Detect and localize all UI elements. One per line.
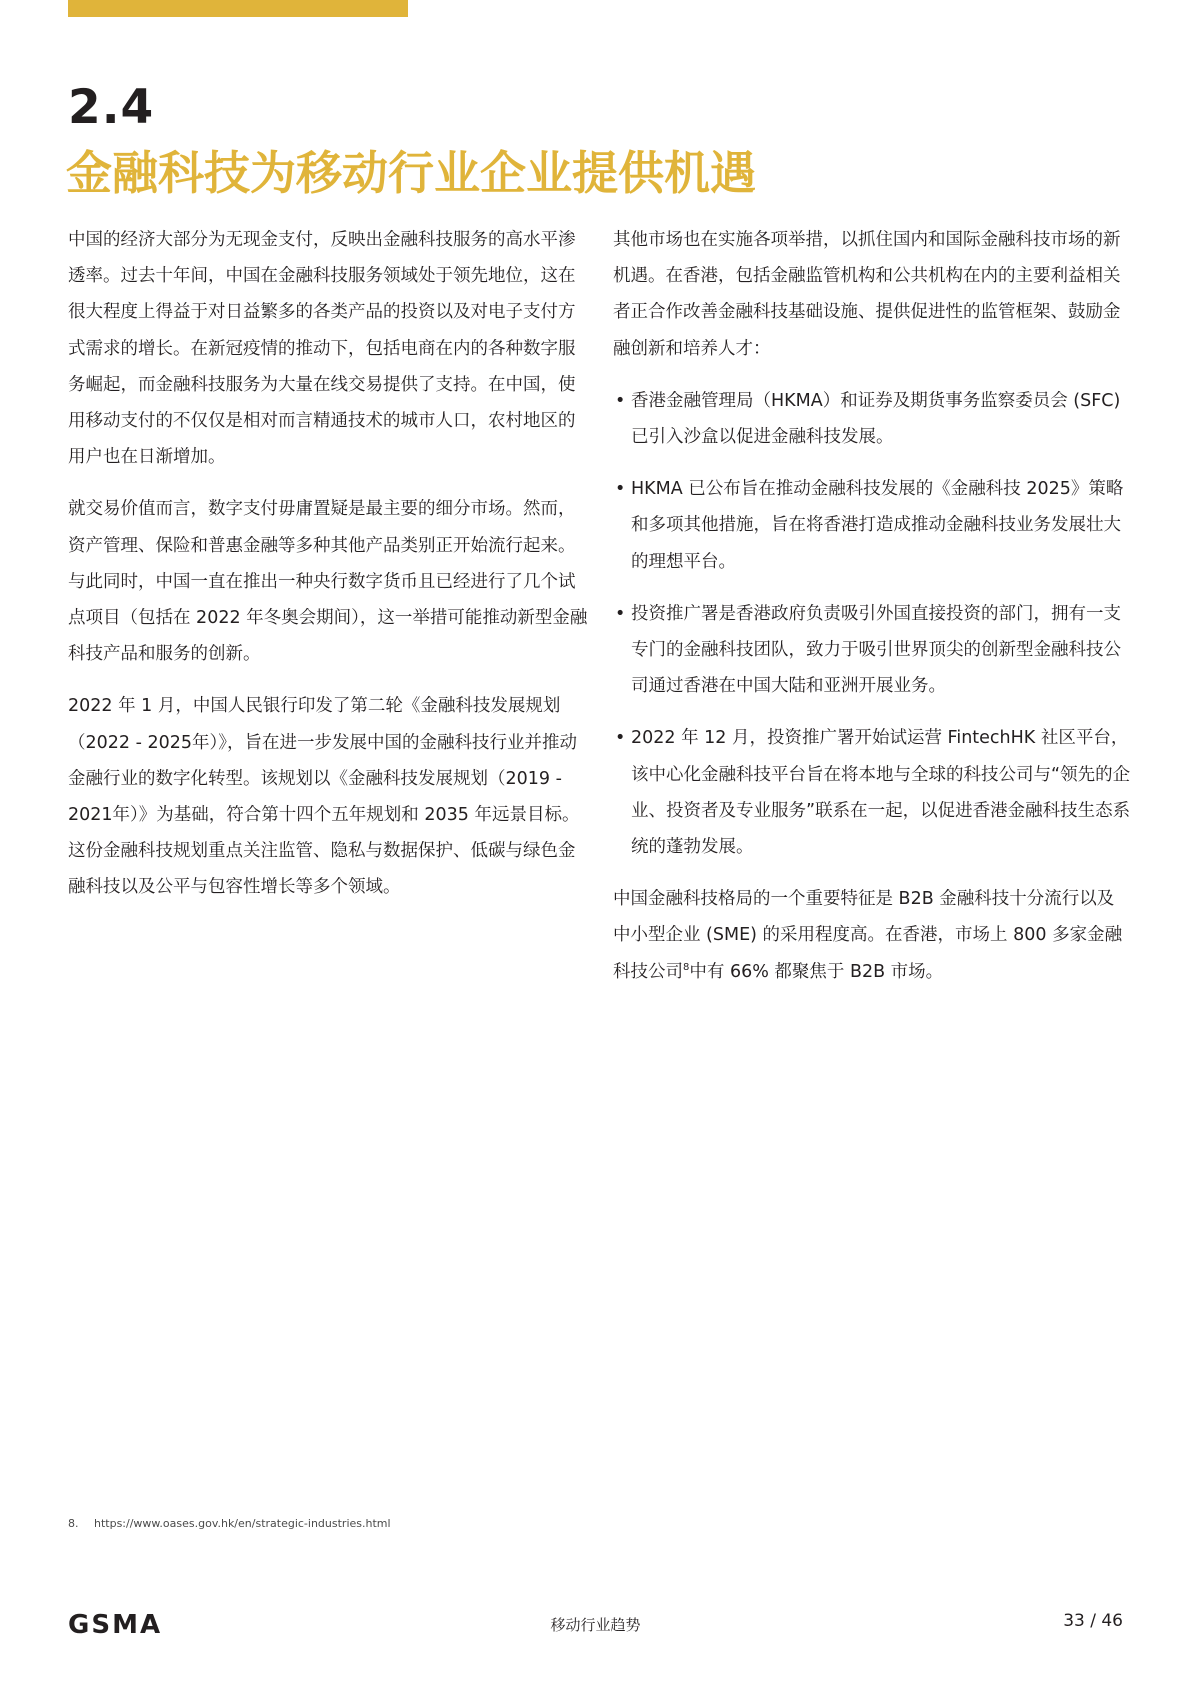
list-item-text: 2022 年 12 月，投资推广署开始试运营 FintechHK 社区平台，该中心化金融科技平台旨在将本地与全球的科技公司与“领先的企业、投资者及专业服务”联系在一起，以促进香港金融科技生态系统的蓬勃发展。 xyxy=(631,728,1131,858)
page-number: 33 / 46 xyxy=(1063,1611,1123,1631)
list-item xyxy=(613,471,1131,580)
paragraph-fintech-plan: 2022 年 1 月，中国人民银行印发了第二轮《金融科技发展规划（2022 - 2025年）》，旨在进一步发展中国的金融科技行业并推动金融行业的数字化转型。该规划以《金融科技发展规划（2019 - 2021年）》为基础，符合第十四个五年规划和 2035 年远景目标。这份金融科技规划重点关注监管、隐私与数据保护、低碳与绿色金融科技以及公平与包容性增长等多个领域。 xyxy=(68,696,580,898)
footnote-number: 8. xyxy=(68,1517,79,1530)
section-number: 2.4 xyxy=(68,80,155,135)
bullet-icon: • xyxy=(615,603,626,624)
closing-text-start: 中国金融科技格局的一个重要特征是 B2B 金融科技十分流行以及中小型企业 (SME) 的采用程度高。在香港，市场上 800 多家金融科技公司 xyxy=(613,889,1123,982)
list-item xyxy=(613,596,1131,705)
paragraph-cashless-economy: 中国的经济大部分为无现金支付，反映出金融科技服务的高水平渗透率。过去十年间，中国在金融科技服务领域处于领先地位，这在很大程度上得益于对日益繁多的各类产品的投资以及对电子支付方式需求的增长。在新冠疫情的推动下，包括电商在内的各种数字服务崛起，而金融科技服务为大量在线交易提供了支持。在中国，使用移动支付的不仅仅是相对而言精通技术的城市人口，农村地区的用户也在日渐增加。 xyxy=(68,230,576,468)
paragraph-other-markets: 其他市场也在实施各项举措，以抓住国内和国际金融科技市场的新机遇。在香港，包括金融监管机构和公共机构在内的主要利益相关者正合作改善金融科技基础设施、提供促进性的监管框架、鼓励金融创新和培养人才： xyxy=(613,230,1121,359)
gsma-logo: GSMA xyxy=(68,1610,163,1640)
list-item xyxy=(613,720,1131,865)
footer-report-title: 移动行业趋势 xyxy=(550,1616,641,1634)
section-title: 金融科技为移动行业企业提供机遇 xyxy=(66,146,756,200)
footnote-link[interactable]: https://www.oases.gov.hk/en/strategic-industries.html xyxy=(94,1517,391,1530)
closing-text-end: 中有 66% 都聚焦于 B2B 市场。 xyxy=(689,961,944,982)
list-item xyxy=(613,383,1131,455)
list-item-text: 投资推广署是香港政府负责吸引外国直接投资的部门，拥有一支专门的金融科技团队，致力于吸引世界顶尖的创新型金融科技公司通过香港在中国大陆和亚洲开展业务。 xyxy=(631,603,1121,697)
bullet-icon: • xyxy=(615,479,626,500)
bullet-icon: • xyxy=(615,728,626,749)
paragraph-b2b-fintech xyxy=(613,881,1131,990)
hong-kong-initiatives-list xyxy=(613,383,1131,865)
bullet-icon: • xyxy=(615,390,626,411)
top-accent-bar xyxy=(68,0,408,17)
list-item-text: 香港金融管理局（HKMA）和证券及期货事务监察委员会 (SFC) 已引入沙盒以促进金融科技发展。 xyxy=(631,390,1121,448)
paragraph-digital-payments: 就交易价值而言，数字支付毋庸置疑是最主要的细分市场。然而，资产管理、保险和普惠金融等多种其他产品类别正开始流行起来。与此同时，中国一直在推出一种央行数字货币且已经进行了几个试点项目（包括在 2022 年冬奥会期间），这一举措可能推动新型金融科技产品和服务的创新。 xyxy=(68,499,588,665)
list-item-text: HKMA 已公布旨在推动金融科技发展的《金融科技 2025》策略和多项其他措施，旨在将香港打造成推动金融科技业务发展壮大的理想平台。 xyxy=(631,479,1124,572)
right-column xyxy=(613,222,1131,1006)
left-column xyxy=(68,222,588,922)
footnote-reference[interactable]: 8 xyxy=(683,961,690,973)
footnote xyxy=(68,1517,391,1531)
